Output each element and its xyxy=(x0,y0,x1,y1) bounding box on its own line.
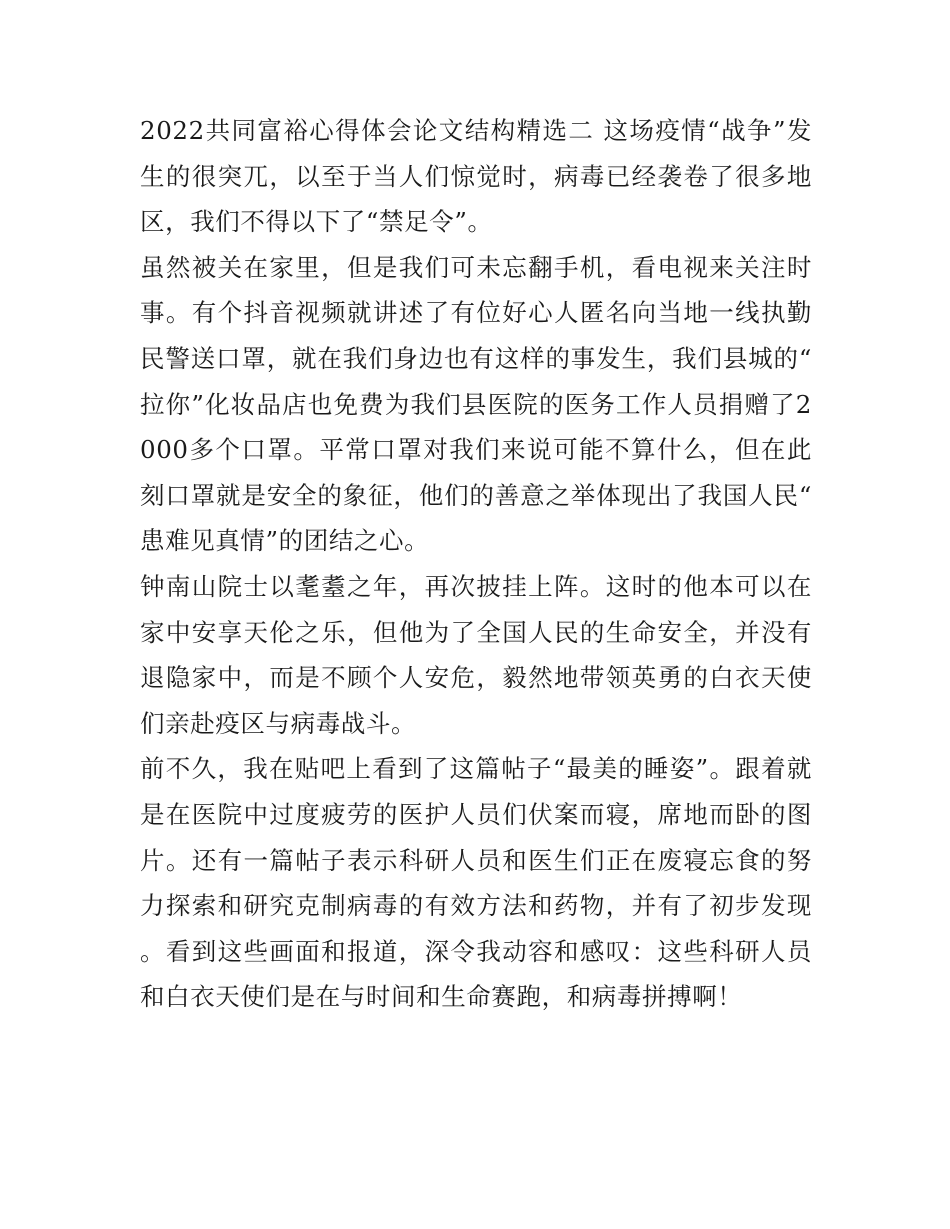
document-body xyxy=(140,108,812,1020)
paragraph-medical-workers: 前不久，我在贴吧上看到了这篇帖子“最美的睡姿”。跟着就是在医院中过度疲劳的医护人员们伏案而寝，席地而卧的图片。还有一篇帖子表示科研人员和医生们正在废寝忘食的努力探索和研究克制病毒的有效方法和药物，并有了初步发现。看到这些画面和报道，深令我动容和感叹：这些科研人员和白衣天使们是在与时间和生命赛跑，和病毒拼搏啊！ xyxy=(140,754,812,1012)
paragraph-intro: 2022共同富裕心得体会论文结构精选二 这场疫情“战争”发生的很突兀，以至于当人们惊觉时，病毒已经袭卷了很多地区，我们不得以下了“禁足令”。 xyxy=(140,116,812,237)
paragraph-masks: 虽然被关在家里，但是我们可未忘翻手机，看电视来关注时事。有个抖音视频就讲述了有位好心人匿名向当地一线执勤民警送口罩，就在我们身边也有这样的事发生，我们县城的“拉你”化妆品店也免费为我们县医院的医务工作人员捐赠了2000多个口罩。平常口罩对我们来说可能不算什么，但在此刻口罩就是安全的象征，他们的善意之举体现出了我国人民“患难见真情”的团结之心。 xyxy=(140,252,812,556)
paragraph-zhong-nanshan: 钟南山院士以耄耋之年，再次披挂上阵。这时的他本可以在家中安享天伦之乐，但他为了全国人民的生命安全，并没有退隐家中，而是不顾个人安危，毅然地带领英勇的白衣天使们亲赴疫区与病毒战斗。 xyxy=(140,571,812,738)
